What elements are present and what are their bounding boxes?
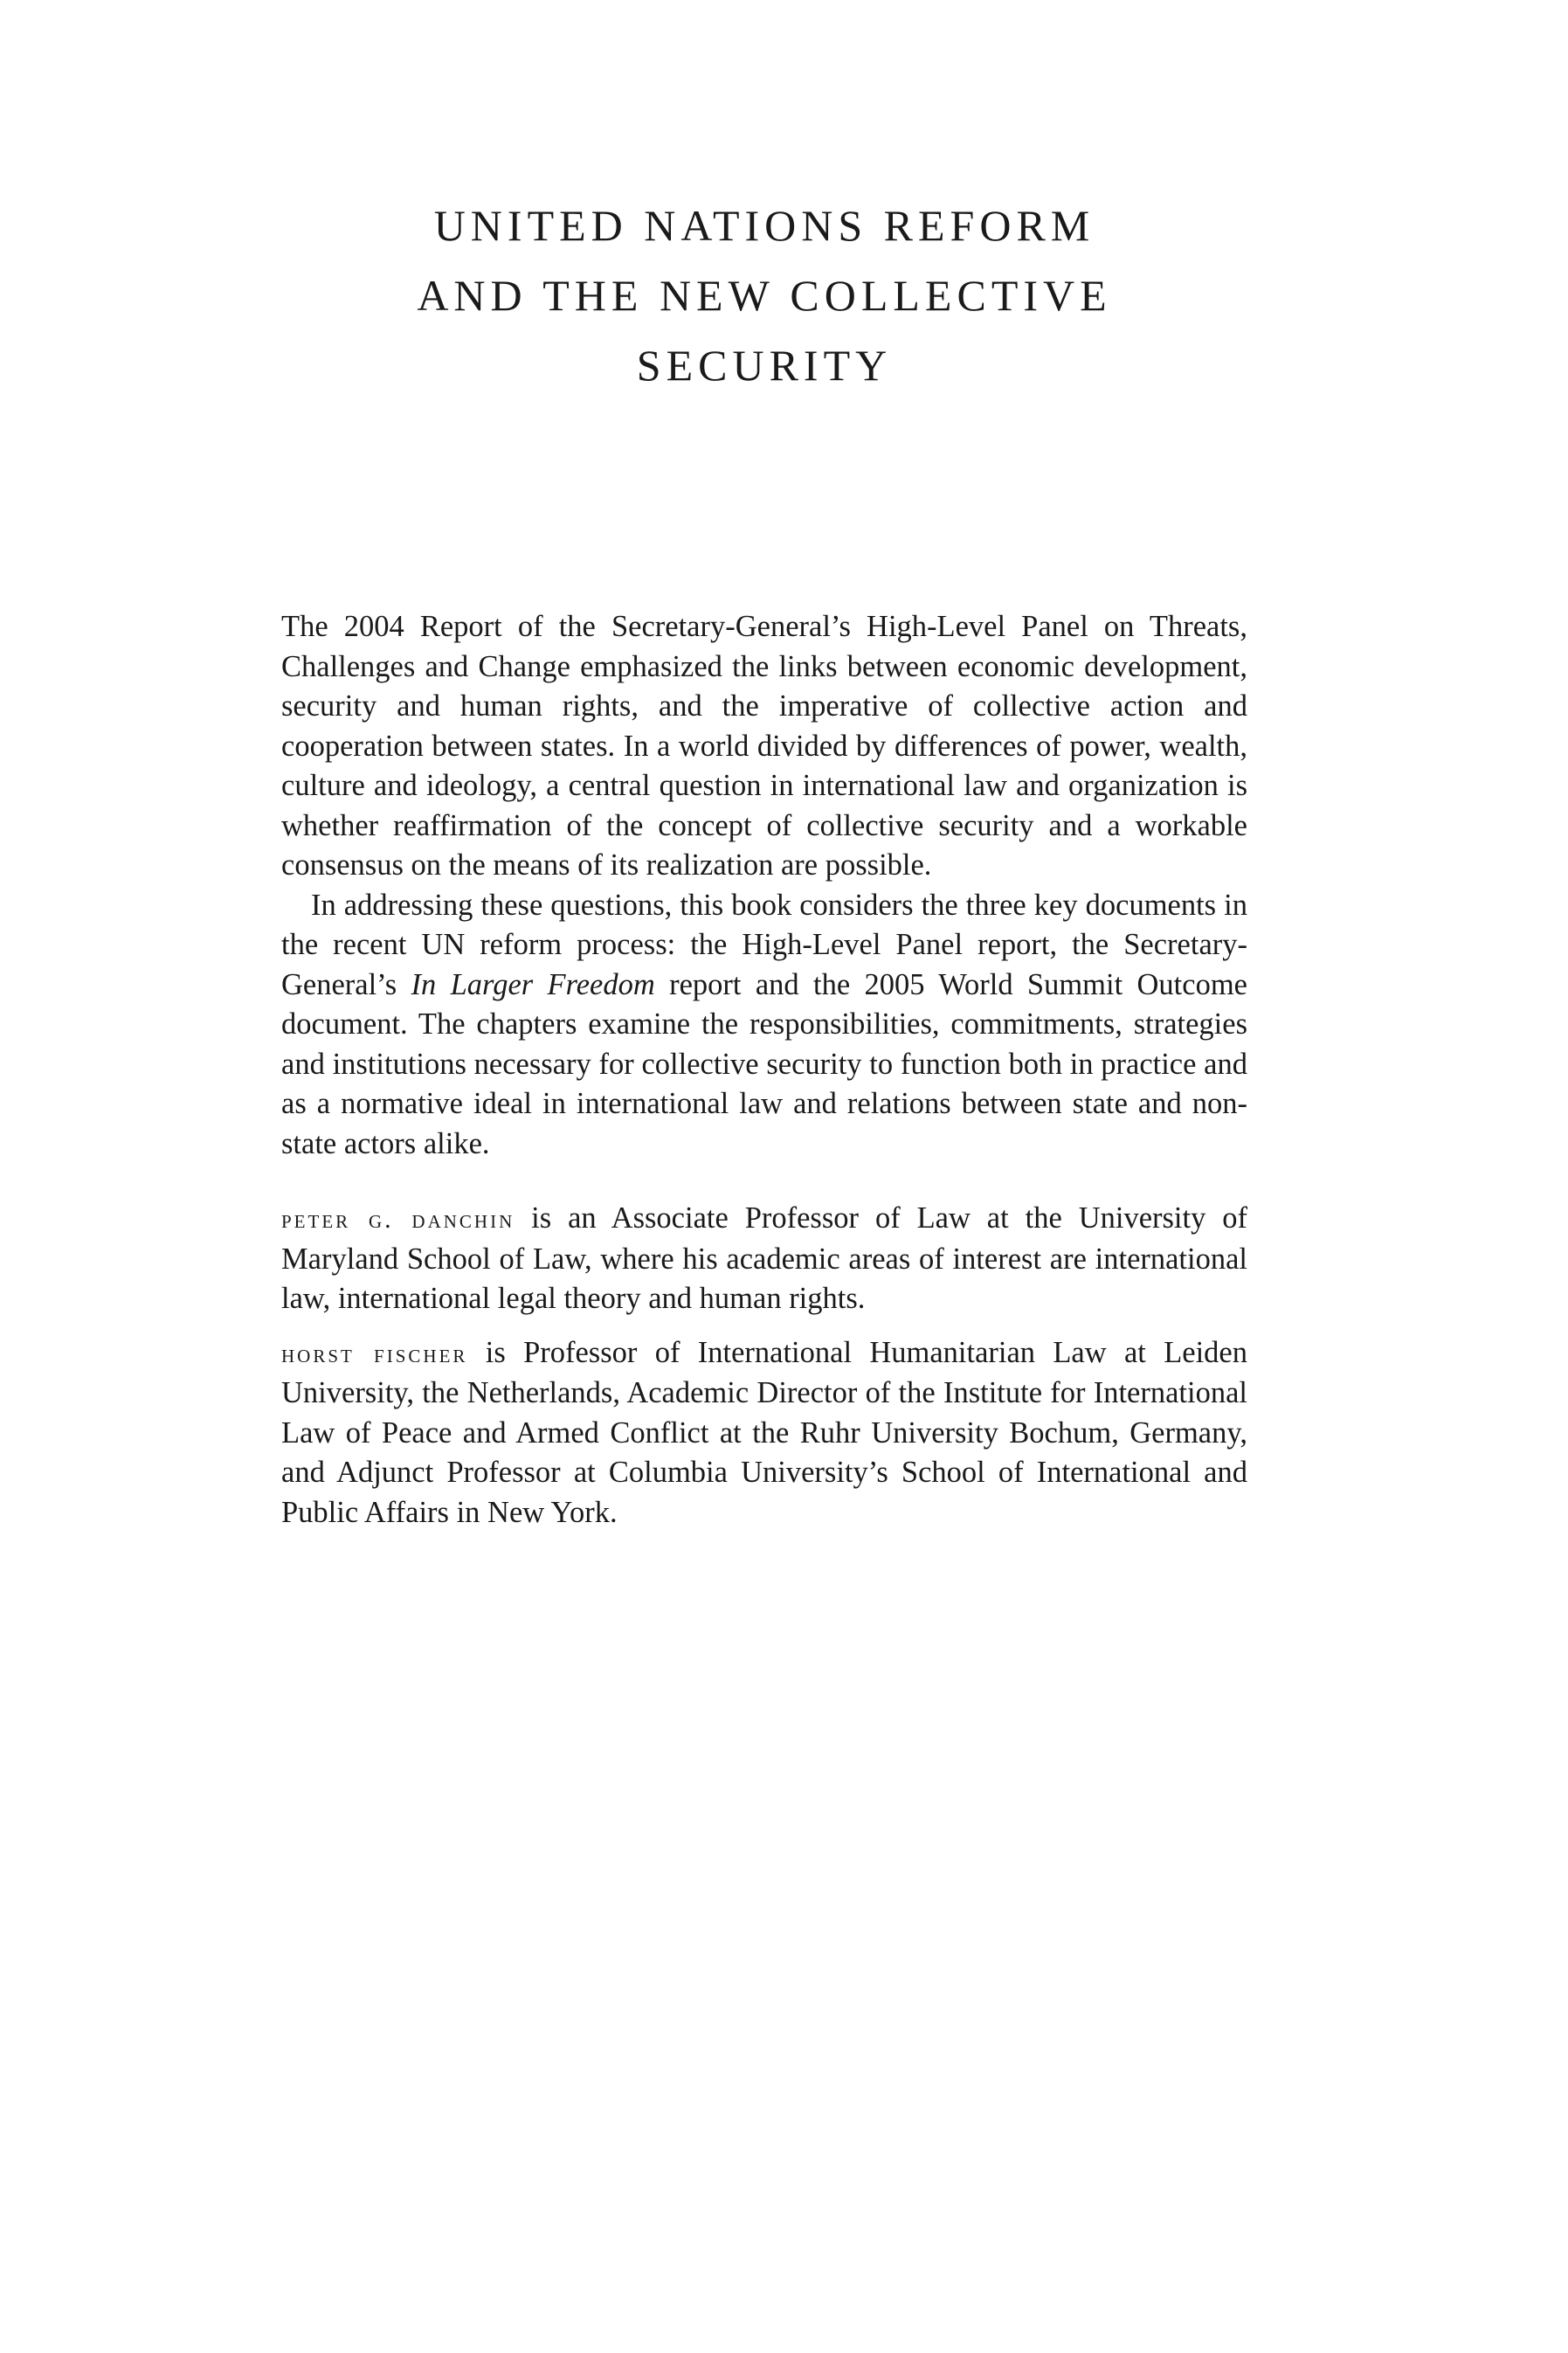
author-bio-text-danchin: is an Associate Professor of Law at the University of Maryland School of Law, where his academic areas of interest are international law, international legal theory and human rights.	[281, 1201, 1247, 1315]
author-bio-text-fischer: is Professor of International Humanitarian Law at Leiden University, the Netherlands, Academic Director of the Institute for International Law of Peace and Armed Conflict at the Ruhr University Bochum, Germany, and Adjunct Professor at Columbia University’s School of International and Public Affairs in New York.	[281, 1335, 1247, 1529]
title-line-1: UNITED NATIONS REFORM	[433, 201, 1095, 250]
author-bio-danchin	[281, 1199, 1247, 1319]
book-description	[281, 607, 1247, 1533]
author-name-fischer: horst fischer	[281, 1339, 468, 1368]
description-paragraph-1: The 2004 Report of the Secretary-General’s High-Level Panel on Threats, Challenges and Change emphasized the links between economic development, security and human rights, and the imperative of collective action and cooperation between states. In a world divided by differences of power, wealth, culture and ideology, a central question in international law and organization is whether reaffirmation of the concept of collective security and a workable consensus on the means of its realization are possible.	[281, 610, 1247, 882]
author-name-danchin: peter g. danchin	[281, 1205, 515, 1234]
paragraph-2-text-end: report and the 2005 World Summit Outcome document. The chapters examine the responsibilities, commitments, strategies and institutions necessary for collective security to function both in practice and as a normative ideal in international law and relations between state and non-state actors alike.	[281, 967, 1247, 1160]
title-line-3: SECURITY	[636, 341, 893, 390]
title-line-2: AND THE NEW COLLECTIVE	[417, 271, 1112, 320]
paragraph-2-text-start: In addressing these questions, this book considers the three key documents in the recent UN reform process: the High-Level Panel report, the Secretary-General’s	[281, 888, 1247, 1001]
description-paragraph-2	[281, 886, 1247, 1165]
report-title-italic: In Larger Freedom	[411, 967, 655, 1001]
author-bio-fischer	[281, 1333, 1247, 1533]
book-title	[280, 190, 1249, 400]
